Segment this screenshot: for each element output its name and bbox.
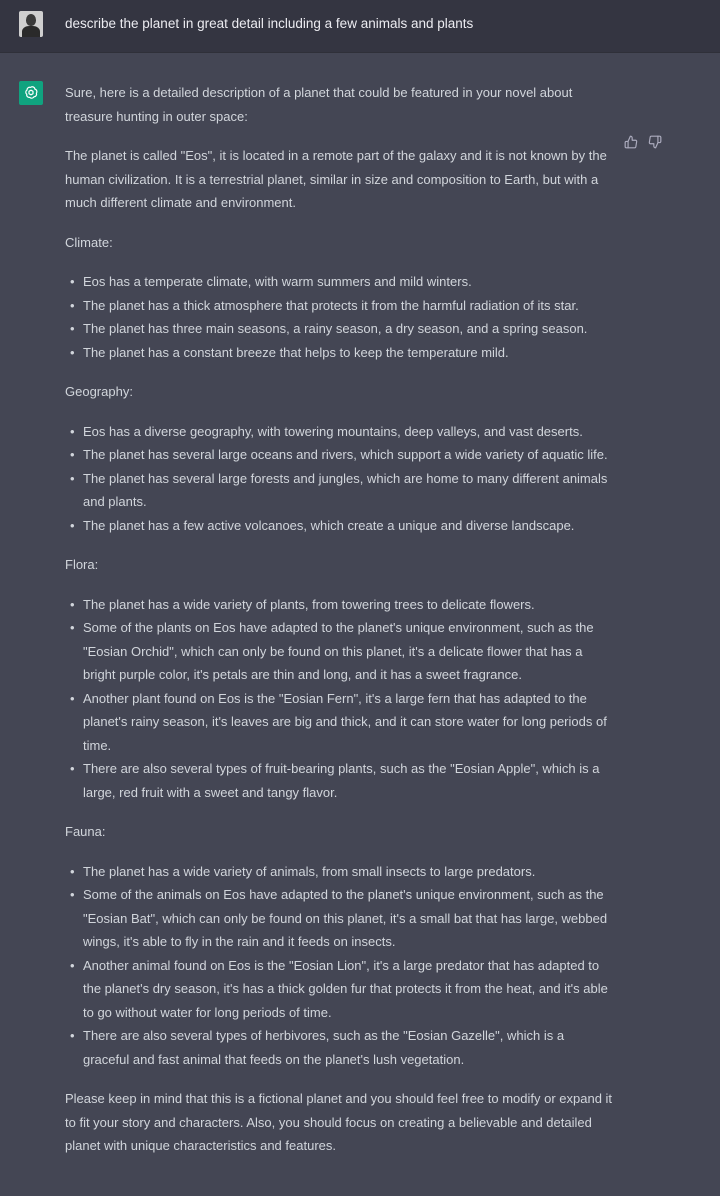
list-item: • Eos has a temperate climate, with warm summers and mild winters.: [83, 270, 613, 294]
overview-paragraph: The planet is called "Eos", it is located in a remote part of the galaxy and it is not known by the human civilization. It is a terrestrial planet, similar in size and composition to Earth, but with a much different climate and environment.: [65, 148, 607, 210]
thumbs-down-icon[interactable]: [648, 135, 662, 149]
list-item: • Another plant found on Eos is the "Eosian Fern", it's a large fern that has adapted to the planet's rainy season, it's leaves are big and thick, and it can store water for long periods of time.: [83, 687, 613, 758]
user-message-text: describe the planet in great detail including a few animals and plants: [65, 16, 474, 31]
user-message-row: [0, 0, 720, 53]
section-heading-flora: Flora:: [65, 557, 99, 572]
list-item: • Eos has a diverse geography, with towering mountains, deep valleys, and vast deserts.: [83, 420, 613, 444]
list-item: • There are also several types of herbivores, such as the "Eosian Gazelle", which is a graceful and fast animal that feeds on the planet's lush vegetation.: [83, 1024, 613, 1071]
section-heading-climate: Climate:: [65, 234, 113, 250]
section-heading-fauna: Fauna:: [65, 824, 106, 839]
climate-list: [65, 270, 613, 364]
feedback-buttons: [624, 135, 662, 149]
user-avatar: [19, 11, 43, 37]
thumbs-up-icon[interactable]: [624, 135, 638, 149]
list-item: • The planet has three main seasons, a rainy season, a dry season, and a spring season.: [83, 317, 613, 341]
section-heading-geography: Geography:: [65, 384, 133, 399]
list-item: • Some of the plants on Eos have adapted to the planet's unique environment, such as the "Eosian Orchid", which can only be found on this planet, it's a delicate flower that has a bright purple color, it's petals are thin and long, and it has a sweet fragrance.: [83, 616, 613, 687]
closing-paragraph: Please keep in mind that this is a fictional planet and you should feel free to modify or expand it to fit your story and characters. Also, you should focus on creating a believable and detailed planet with unique characteristics and features.: [65, 1091, 613, 1153]
list-item: • The planet has several large oceans and rivers, which support a wide variety of aquatic life.: [83, 443, 613, 467]
geography-list: [65, 420, 613, 538]
flora-list: [65, 593, 613, 805]
fauna-list: [65, 860, 613, 1072]
list-item: • The planet has a few active volcanoes, which create a unique and diverse landscape.: [83, 514, 613, 538]
assistant-message-row: [0, 53, 720, 1158]
list-item: • Some of the animals on Eos have adapted to the planet's unique environment, such as the "Eosian Bat", which can only be found on this planet, it's a small bat that has large, webbed wings, it's able to fly in the rain and it feeds on insects.: [83, 883, 613, 954]
list-item: • The planet has several large forests and jungles, which are home to many different animals and plants.: [83, 467, 613, 514]
list-item: • The planet has a wide variety of plants, from towering trees to delicate flowers.: [83, 593, 613, 617]
list-item: • The planet has a thick atmosphere that protects it from the harmful radiation of its star.: [83, 294, 613, 318]
list-item: • The planet has a constant breeze that helps to keep the temperature mild.: [83, 341, 613, 365]
list-item: • Another animal found on Eos is the "Eosian Lion", it's a large predator that has adapted to the planet's dry season, it's has a thick golden fur that protects it from the heat, and it's able to go without water for long periods of time.: [83, 954, 613, 1025]
list-item: • There are also several types of fruit-bearing plants, such as the "Eosian Apple", which is a large, red fruit with a sweet and tangy flavor.: [83, 757, 613, 804]
list-item: • The planet has a wide variety of animals, from small insects to large predators.: [83, 860, 613, 884]
openai-logo-icon: [19, 81, 43, 105]
intro-paragraph: Sure, here is a detailed description of a planet that could be featured in your novel about treasure hunting in outer space:: [65, 85, 573, 124]
assistant-message-content: [65, 81, 613, 1158]
